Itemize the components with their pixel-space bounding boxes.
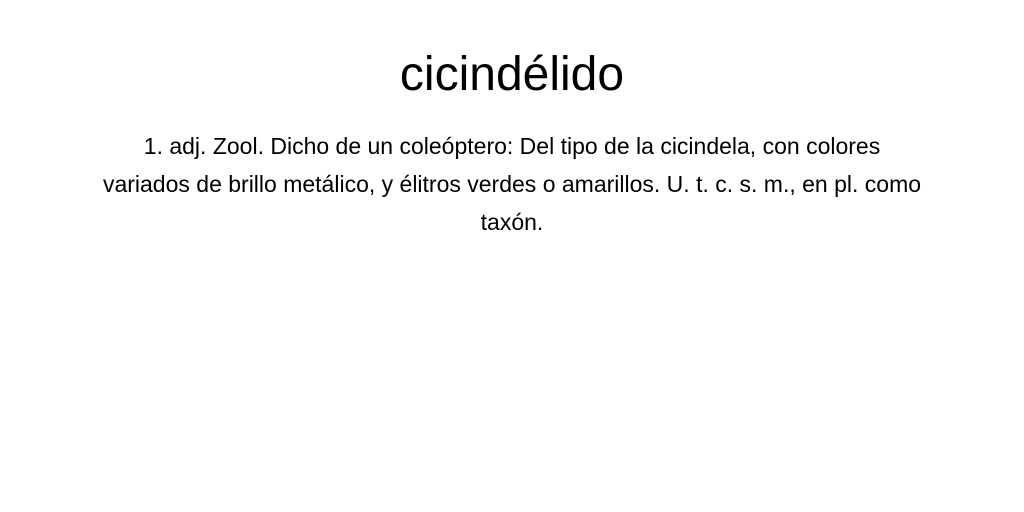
entry-definition: 1. adj. Zool. Dicho de un coleóptero: Del tipo de la cicindela, con colores variados de brillo metálico, y élitros verdes o amarillos. U. t. c. s. m., en pl. como taxón.: [102, 133, 922, 235]
entry-headword: cicindélido: [399, 48, 625, 101]
